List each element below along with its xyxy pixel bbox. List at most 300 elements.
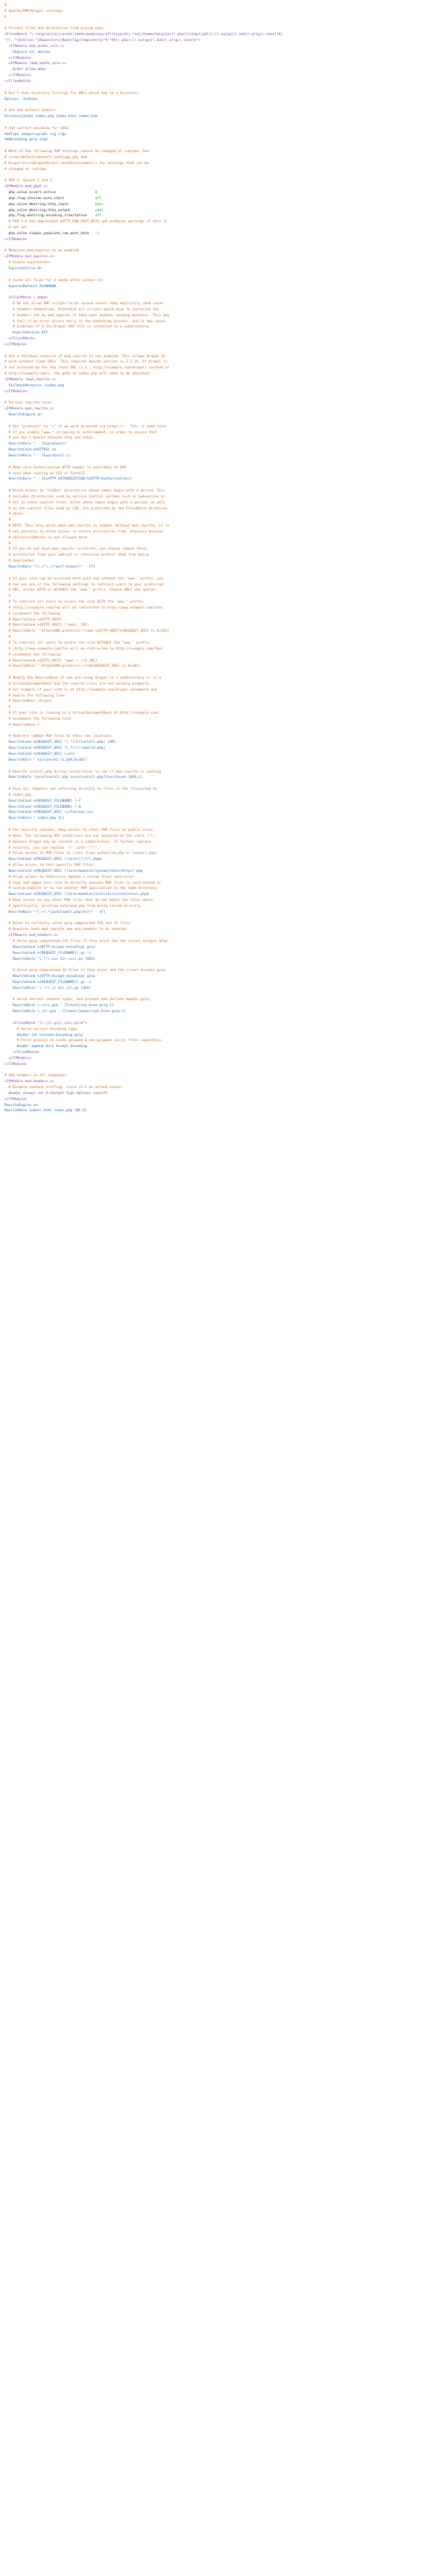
comment-text: # Redirect common PHP files to their new locations. <box>4 735 114 739</box>
code-line <box>4 184 447 190</box>
code-line <box>4 787 447 793</box>
comment-text: # can use one of the following settings to redirect users to your preferred <box>4 582 163 587</box>
comment-text: # problems if a non-Drupal PHP file is installed in a subdirectory. <box>4 325 151 330</box>
comment-text: # PHP 5.6 has deprecated $HTTP_RAW_POST_DATA and produces warnings if this is <box>4 220 168 224</box>
code-line <box>4 834 447 840</box>
code-line <box>4 688 447 694</box>
section-tag: </IfModule> <box>4 1062 28 1066</box>
code-line <box>4 32 447 38</box>
directive-text: RewriteEngine on <box>4 1103 38 1108</box>
code-line <box>4 15 447 21</box>
code-line <box>4 161 447 167</box>
code-line <box>4 957 447 963</box>
code-line <box>4 1062 447 1068</box>
code-line <box>4 132 447 138</box>
code-line <box>4 921 447 927</box>
directive-text: Options -Indexes <box>4 97 38 101</box>
comment-text: # Modify the RewriteBase if you are using Drupal in a subdirectory or in a <box>4 676 162 681</box>
comment-text: # Various rewrite rules. <box>4 401 54 406</box>
code-line <box>4 1033 447 1039</box>
code-line <box>4 400 447 406</box>
code-line <box>4 167 447 173</box>
section-tag: </IfModule> <box>4 56 31 60</box>
directive-text: Header set Content-Encoding gzip <box>4 1033 83 1037</box>
section-tag: <FilesMatch "(\.js\.gz|\.css\.gz)$"> <box>4 1021 87 1025</box>
comment-text: # If your site is running in a VirtualDocumentRoot at http://example.com/, <box>4 711 162 716</box>
comment-text: # headers set by mod_expires if they want another caching behavior. This may <box>4 313 170 318</box>
code-line <box>4 61 447 67</box>
code-line <box>4 137 447 143</box>
code-line <box>4 377 447 383</box>
code-line <box>4 365 447 371</box>
code-line <box>4 143 447 149</box>
code-line <box>4 676 447 682</box>
code-line <box>4 647 447 653</box>
code-line <box>4 775 447 781</box>
code-line <box>4 559 447 565</box>
code-line <box>4 863 447 869</box>
code-line <box>4 810 447 816</box>
comment-text: # Git to store control files. Files whose names begin with a period, as well <box>4 500 165 505</box>
code-line <box>4 840 447 846</box>
code-line <box>4 1103 447 1109</box>
code-line <box>4 459 447 465</box>
comment-text: # not set. <box>4 226 30 230</box>
directive-text: RewriteCond %{HTTP:Accept-encoding} gzip <box>4 975 95 979</box>
code-line <box>4 968 447 974</box>
comment-text: # modify the following line: <box>4 694 66 698</box>
section-tag: <IfModule mod_php5.c> <box>4 185 48 189</box>
directive-text: RewriteRule \.css\.gz$ - [T=text/css,E=no-gzip:1] <box>4 1004 114 1008</box>
code-line <box>4 219 447 225</box>
directive-text: RewriteCond %{REQUEST_URI} !/core/[^/]*\.php$ <box>4 858 101 862</box>
code-line <box>4 530 447 535</box>
code-line <box>4 600 447 606</box>
comment-text: # above. <box>4 512 25 517</box>
code-line <box>4 56 447 62</box>
code-line <box>4 951 447 957</box>
code-line <box>4 799 447 805</box>
directive-text: RewriteRule ^(.*)\.js $1\.js\.gz [QSA] <box>4 986 92 990</box>
directive-text: RewriteCond %{REQUEST_URI} ^(.*)?/(rebuild.php) <box>4 747 106 751</box>
php-directive: php_flag mbstring.encoding_translation <box>4 214 95 219</box>
code-line <box>4 79 447 85</box>
code-line <box>4 371 447 377</box>
code-line <box>4 746 447 752</box>
comment-text: # Requires mod_expires to be enabled. <box>4 249 81 254</box>
code-line <box>4 524 447 530</box>
code-line <box>4 629 447 635</box>
code-line <box>4 764 447 770</box>
code-line <box>4 330 447 336</box>
comment-text: # Requires both mod_rewrite and mod_headers to be enabled. <box>4 928 128 932</box>
directive-text: AddType image/svg+xml svg svgz <box>4 132 66 136</box>
code-line <box>4 571 447 577</box>
code-line <box>4 828 447 834</box>
code-line <box>4 500 447 506</box>
section-tag: </IfModule> <box>4 1097 28 1102</box>
comment-text: # <box>4 518 11 523</box>
code-line <box>4 202 447 208</box>
code-line <box>4 213 447 219</box>
directive-text: RewriteCond %{REQUEST_URI} !/core/modules/statistics/statistics.php$ <box>4 893 149 897</box>
directive-text: RewriteRule ^ %1/core/%2 [L,QSA,R=301] <box>4 758 87 762</box>
section-tag: </FilesMatch> <box>4 1051 40 1055</box>
comment-text: # Drupal\Core\DrupalKernel::bootEnvironment() for settings that can be <box>4 161 149 166</box>
comment-text: # Serve gzip compressed CSS files if they exist and the client accepts gzip. <box>4 940 170 943</box>
comment-text: # Set a fallback resource if mod_rewrite is not enabled. This allows Drupal to <box>4 354 165 359</box>
comment-text: # index.php. <box>4 793 34 797</box>
directive-text: RewriteRule ^(.*)\.css $1\.css\.gz [QSA] <box>4 957 95 961</box>
comment-text: # Disable content sniffing, since it's an attack vector. <box>4 1086 124 1090</box>
comment-text: # Set "protossl" to "s" if we were accessed via https://. This is used later <box>4 424 168 429</box>
code-line <box>4 208 447 214</box>
code-line <box>4 805 447 811</box>
code-line <box>4 699 447 705</box>
directive-text: RewriteEngine on <box>4 413 42 418</box>
comment-text: # For example if your site is at http://example.com/drupal uncomment and <box>4 688 157 692</box>
code-line <box>4 231 447 237</box>
code-line <box>4 910 447 916</box>
comment-text: # To redirect all users to access the site WITH the 'www.' prefix, <box>4 600 145 605</box>
comment-text: # Make sure Authorization HTTP header is available to PHP <box>4 465 127 470</box>
section-tag: <IfModule mod_rewrite.c> <box>4 407 54 412</box>
code-line <box>4 3 447 9</box>
comment-text: # PHP 5, Apache 1 and 2. <box>4 179 54 183</box>
code-line <box>4 670 447 676</box>
comment-text: # if you enable "www." stripping or enforcement, in order to ensure that <box>4 430 157 435</box>
code-line <box>4 705 447 711</box>
code-line <box>4 781 447 787</box>
code-line <box>4 424 447 430</box>
directive-text: RewriteCond %{HTTPS} on <box>4 448 57 453</box>
code-line <box>4 594 447 600</box>
comment-text: # Allow access to PHP files in /core (like authorize.php or install.php): <box>4 852 159 856</box>
code-line <box>4 659 447 665</box>
directive-text: Require all denied <box>4 50 50 54</box>
comment-text: # Do not allow PHP scripts to be cached unless they explicitly send cache <box>4 302 163 307</box>
comment-text: # uncomment the following: <box>4 653 63 657</box>
code-line <box>4 9 447 15</box>
directive-text: Header append Vary Accept-Encoding <box>4 1045 87 1049</box>
php-directive: php_value always_populate_raw_post_data <box>4 231 95 236</box>
php-value: pass <box>95 208 104 213</box>
code-line <box>4 102 447 108</box>
comment-text: # Apache/PHP/Drupal settings: <box>4 9 65 13</box>
code-line <box>4 50 447 56</box>
code-line <box>4 618 447 623</box>
comment-text: # you don't bounce between http and https. <box>4 436 95 441</box>
comment-text: # <DirectoryMatch> is not allowed here. <box>4 535 89 540</box>
code-line <box>4 196 447 202</box>
directive-text: AddEncoding gzip svgz <box>4 138 48 142</box>
comment-text: # URL, either WITH or WITHOUT the 'www.' prefix. Choose ONLY one option: <box>4 588 157 593</box>
directive-text: ExpiresDefault A1209600 <box>4 284 57 289</box>
comment-text: # <box>4 594 11 599</box>
comment-text: # If your site can be accessed both with and without the 'www.' prefix, you <box>4 577 163 581</box>
code-line <box>4 1050 447 1056</box>
comment-text: # <box>4 15 7 19</box>
comment-text: # If you do not have mod_rewrite installed, you should remove these <box>4 547 147 552</box>
code-line <box>4 289 447 295</box>
code-line <box>4 114 447 120</box>
code-line <box>4 272 447 278</box>
code-line <box>4 886 447 892</box>
code-line <box>4 248 447 254</box>
code-line <box>4 664 447 670</box>
directive-text: RewriteRule ^core/install.php core/install.php?rewrite=ok [QSA,L] <box>4 776 143 780</box>
htaccess-code-view <box>0 0 447 1114</box>
code-line <box>4 875 447 881</box>
code-line <box>4 547 447 553</box>
code-line <box>4 395 447 401</box>
php-value: off <box>95 196 102 201</box>
code-line <box>4 278 447 284</box>
php-value: 0 <box>95 191 98 195</box>
code-line <box>4 1108 447 1114</box>
php-value: pass <box>95 202 104 207</box>
directive-text: RewriteRule ^ index.php [L] <box>4 817 65 821</box>
section-tag: </IfModule> <box>4 389 28 394</box>
section-tag: <IfModule mod_expires.c> <box>4 255 54 260</box>
code-line <box>4 436 447 442</box>
section-tag: <FilesMatch \.php$> <box>4 296 48 301</box>
comment-text: # <box>4 541 11 546</box>
code-line <box>4 155 447 161</box>
php-directive: php_value mbstring.http_output <box>4 208 95 213</box>
code-line <box>4 1073 447 1079</box>
code-line <box>4 997 447 1003</box>
code-line <box>4 740 447 746</box>
comment-text: # Specifically, disallow autoload.php from being served directly. <box>4 904 143 908</box>
code-line <box>4 254 447 260</box>
section-tag: <FilesMatch "\.(engine|inc|install|make|module|profile|po|sh|.*sql|theme|twig|tpl(\.php)?|xtmpl|yml)(~|\.sw[op]|\.bak|\.orig|\.save)?$| <box>4 33 283 37</box>
code-line <box>4 412 447 418</box>
php-value: off <box>95 214 102 219</box>
comment-text: # RewriteRule ^ http%{ENV:protossl}://www.%{HTTP_HOST}%{REQUEST_URI} [L,R=301] <box>4 629 170 634</box>
code-line <box>4 225 447 231</box>
code-line <box>4 904 447 910</box>
comment-text: # changed at runtime. <box>4 167 48 172</box>
code-line <box>4 1003 447 1009</box>
comment-text: # sites/default/default.settings.php and <box>4 155 87 160</box>
comment-text: # not accessed by the top level URL (i.e.: http://example.com/drupal/ instead of <box>4 366 170 371</box>
code-line <box>4 682 447 688</box>
comment-text: # downloaded. <box>4 559 36 564</box>
comment-text: # uncomment the following line: <box>4 717 73 721</box>
code-line <box>4 752 447 758</box>
comment-text: # RewriteRule ^ http%{ENV:protossl}://%1%{REQUEST_URI} [L,R=301] <box>4 665 141 669</box>
code-line <box>4 980 447 986</box>
comment-text: # Add headers to all responses. <box>4 1074 69 1078</box>
code-line <box>4 612 447 618</box>
code-line <box>4 73 447 79</box>
code-line <box>4 324 447 330</box>
code-line <box>4 506 447 512</box>
comment-text: # Deny access to any other PHP files that do not match the rules above. <box>4 899 155 903</box>
code-line <box>4 577 447 582</box>
code-line <box>4 933 447 939</box>
code-line <box>4 553 447 559</box>
directive-text: RewriteRule ^ - [E=protossl] <box>4 442 66 447</box>
code-line <box>4 1009 447 1015</box>
code-line <box>4 237 447 243</box>
code-line <box>4 97 447 103</box>
directive-text: RewriteRule "^(.+/.*|autoload)\.php($|/)" - [F] <box>4 910 106 914</box>
code-line <box>4 729 447 735</box>
directive-text: ExpiresActive Off <box>4 331 48 336</box>
code-line <box>4 565 447 571</box>
directive-text: ExpiresActive On <box>4 266 42 271</box>
comment-text: # Serve gzip compressed JS files if they exist and the client accepts gzip. <box>4 969 168 973</box>
comment-text: # custom modules or to run another PHP application in the same directory. <box>4 887 159 891</box>
section-tag: <IfModule mod_authz_core.c> <box>4 44 65 48</box>
code-line <box>4 723 447 729</box>
directive-text: RewriteCond %{REQUEST_URI} ^(.*)?/(install.php) [OR] <box>4 741 116 745</box>
section-tag: </IfModule> <box>4 237 28 242</box>
code-line <box>4 418 447 424</box>
section-tag: </IfModule> <box>4 342 28 347</box>
php-directive: php_value assert.active <box>4 191 95 195</box>
comment-text: # not possible to block access to entire directories from .htaccess because <box>4 530 163 534</box>
code-line <box>4 359 447 365</box>
comment-text: # RewriteBase / <box>4 723 40 727</box>
php-value: -1 <box>95 231 100 236</box>
comment-text: # includes directories used by version control systems such as Subversion or <box>4 494 165 499</box>
comment-text: # Set the default handler. <box>4 109 58 113</box>
comment-text: # Cache all files for 2 weeks after access (A). <box>4 278 106 283</box>
code-line <box>4 108 447 114</box>
directive-text: RewriteCond %{REQUEST_FILENAME} !-f <box>4 799 81 803</box>
code-line <box>4 974 447 980</box>
code-line <box>4 986 447 992</box>
code-line <box>4 758 447 764</box>
code-line <box>4 588 447 594</box>
comment-text: # VirtualDocumentRoot and the rewrite rules are not working properly. <box>4 682 151 686</box>
code-line <box>4 389 447 395</box>
code-line <box>4 471 447 477</box>
comment-text: # Serve correct content types, and prevent mod_deflate double gzip. <box>4 998 151 1002</box>
code-line <box>4 962 447 968</box>
code-line <box>4 348 447 354</box>
code-line <box>4 1068 447 1074</box>
code-line <box>4 430 447 436</box>
directive-text: FallbackResource /index.php <box>4 383 65 388</box>
code-line <box>4 489 447 494</box>
directive-text: Order allow,deny <box>4 68 46 72</box>
directive-text: RewriteRule index\.html index.php [NC,R] <box>4 1109 87 1113</box>
code-line <box>4 465 447 471</box>
comment-text: # <box>4 4 7 7</box>
section-tag: ^(\..*|Entries.*|Repository|Root|Tag|Template)$|^#.*#$|\.php(~|\.sw[op]|\.bak|\.orig|\.save)$"> <box>4 39 200 43</box>
code-line <box>4 284 447 290</box>
section-tag: </FilesMatch> <box>4 79 31 84</box>
comment-text: # security, you can replace '!/' with '!^/'. <box>4 846 100 850</box>
code-line <box>4 319 447 325</box>
code-line <box>4 711 447 717</box>
code-line <box>4 190 447 196</box>
comment-text: # as the control files used by CVS, are protected by the FilesMatch directive <box>4 506 168 511</box>
directive-text: RewriteCond %{HTTP:Accept-encoding} gzip <box>4 945 95 949</box>
code-line <box>4 67 447 73</box>
comment-text: # Protect files and directories from prying eyes. <box>4 27 106 31</box>
comment-text: # Most of the following PHP settings cannot be changed at runtime. See <box>4 150 149 154</box>
comment-text: # headers themselves. Otherwise all scripts would have to overwrite the <box>4 307 159 312</box>
code-line <box>4 172 447 178</box>
comment-text: # For security reasons, deny access to other PHP files on public sites. <box>4 828 155 832</box>
code-line <box>4 793 447 799</box>
code-line <box>4 770 447 776</box>
code-line <box>4 898 447 904</box>
directive-text: RewriteCond %{REQUEST_URI} !/core/modules/system/tests/https?.php <box>4 869 143 873</box>
directive-text: RewriteRule "/\.|^\.(?!well-known/)" - [F] <box>4 565 95 569</box>
directive-text: RewriteCond %{REQUEST_URI} !=/favicon.ico <box>4 811 93 815</box>
code-line <box>4 1038 447 1044</box>
code-line <box>4 178 447 184</box>
code-line <box>4 44 447 50</box>
code-line <box>4 1044 447 1050</box>
code-line <box>4 442 447 447</box>
code-line <box>4 881 447 887</box>
code-line <box>4 1079 447 1085</box>
section-tag: <IfModule mod_headers.c> <box>4 1080 54 1084</box>
comment-text: # Allow access to test-specific PHP files: <box>4 864 95 868</box>
code-line <box>4 641 447 647</box>
code-line <box>4 336 447 342</box>
comment-text: # Pass all requests not referring directly to files in the filesystem to <box>4 788 157 792</box>
code-line <box>4 307 447 313</box>
section-tag: </IfModule> <box>4 74 31 78</box>
comment-text: # Enable expirations. <box>4 261 52 266</box>
comment-text: # uncomment the following: <box>4 612 63 616</box>
code-line <box>4 477 447 483</box>
code-line <box>4 1021 447 1027</box>
comment-text: # Copy and adapt this rule to directly execute PHP files in contributed or <box>4 881 162 885</box>
comment-text: # Serve correct encoding type. <box>4 1027 79 1031</box>
code-line <box>4 945 447 951</box>
php-directive: php_flag session.auto_start <box>4 196 95 201</box>
comment-text: # directories from your webroot or otherwise protect them from being <box>4 553 149 558</box>
code-line <box>4 26 447 32</box>
code-line <box>4 582 447 588</box>
php-directive: php_value mbstring.http_input <box>4 202 95 207</box>
comment-text: # NOTE: This only works when mod_rewrite is loaded. Without mod_rewrite, it is <box>4 524 170 529</box>
code-line <box>4 535 447 541</box>
code-line <box>4 266 447 272</box>
directive-text: RewriteRule \.js\.gz$ - [T=text/javascript,E=no-gzip:1] <box>4 1010 127 1014</box>
code-line <box>4 406 447 412</box>
directive-text: RewriteCond %{REQUEST_FILENAME}\.gz -s <box>4 951 92 955</box>
comment-text: # even when running as CGI or FastCGI. <box>4 471 87 476</box>
code-line <box>4 916 447 922</box>
comment-text: # http://example.com/), the path to index.php will need to be adjusted. <box>4 372 151 377</box>
comment-text: # RewriteCond %{HTTP_HOST} . <box>4 618 66 622</box>
code-line <box>4 1091 447 1097</box>
code-line <box>4 694 447 700</box>
code-line <box>4 653 447 659</box>
code-line <box>4 383 447 389</box>
code-line <box>4 85 447 91</box>
code-line <box>4 1015 447 1021</box>
code-line <box>4 1085 447 1091</box>
code-line <box>4 512 447 518</box>
directive-text: RewriteRule ^ - [E=protossl:s] <box>4 453 71 458</box>
directive-text: RewriteCond %{REQUEST_FILENAME}\.gz -s <box>4 980 92 984</box>
code-line <box>4 541 447 547</box>
code-line <box>4 301 447 307</box>
section-tag: <IfModule !mod_rewrite.c> <box>4 378 57 382</box>
directive-text: RewriteCond %{REQUEST_URI} !core <box>4 753 75 756</box>
